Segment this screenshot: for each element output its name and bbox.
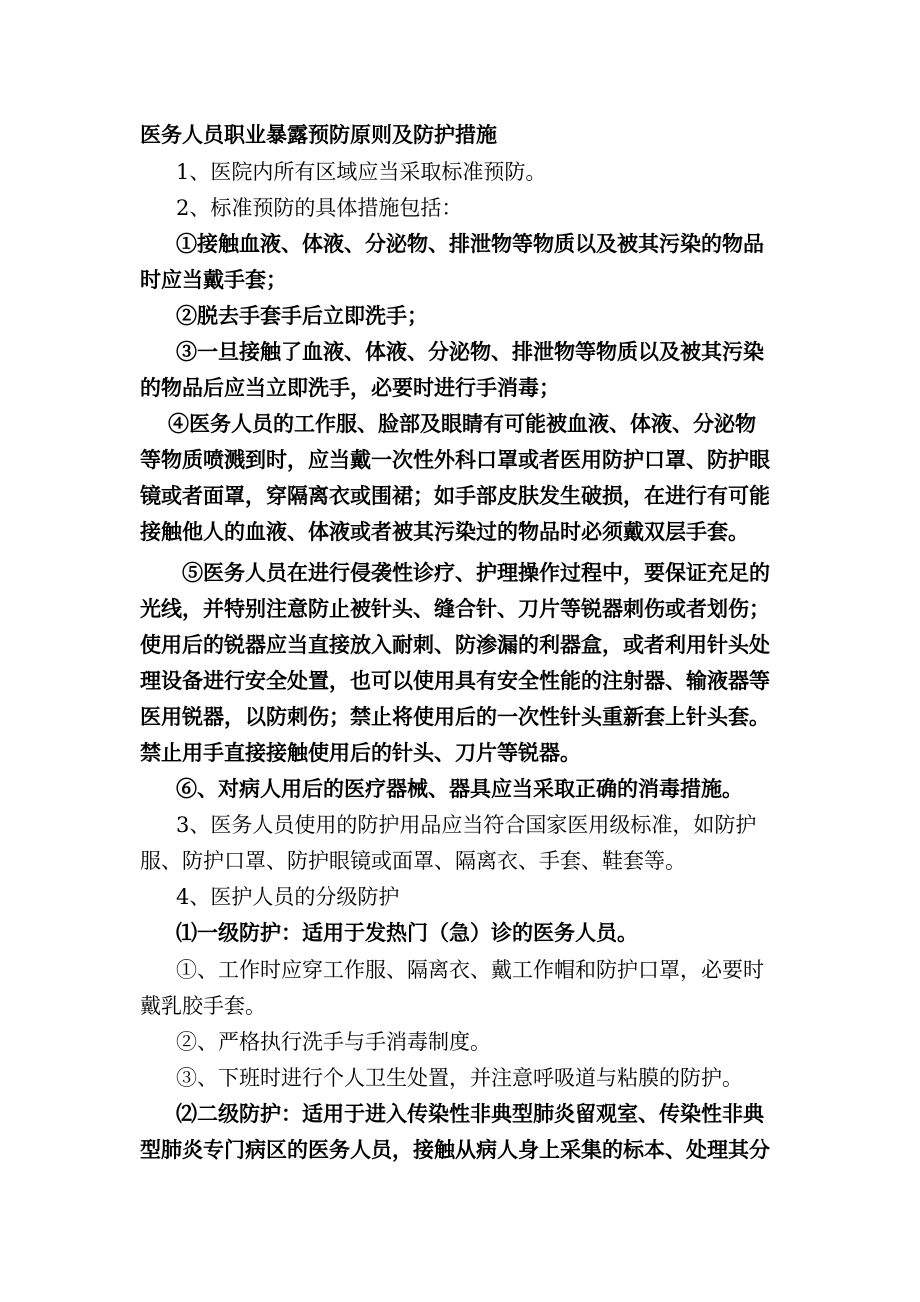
paragraph-line: 服、防护口罩、防护眼镜或面罩、隔离衣、手套、鞋套等。 — [140, 849, 686, 873]
paragraph-line: 的物品后应当立即洗手，必要时进行手消毒； — [140, 375, 560, 400]
paragraph-line: ①接触血液、体液、分泌物、排泄物等物质以及被其污染的物品 — [176, 231, 764, 256]
paragraph-line: 镜或者面罩，穿隔离衣或围裙；如手部皮肤发生破损，在进行有可能 — [140, 483, 770, 508]
paragraph-line: 医用锐器，以防刺伤；禁止将使用后的一次性针头重新套上针头套。 — [140, 704, 770, 729]
paragraph-line: ⑥、对病人用后的医疗器械、器具应当采取正确的消毒措施。 — [176, 776, 743, 801]
paragraph-line: 1、医院内所有区域应当采取标准预防。 — [176, 160, 547, 184]
paragraph-line: ③一旦接触了血液、体液、分泌物、排泄物等物质以及被其污染 — [176, 339, 764, 364]
paragraph-line: 接触他人的血液、体液或者被其污染过的物品时必须戴双层手套。 — [140, 519, 749, 544]
paragraph-line: ③、下班时进行个人卫生处置，并注意呼吸道与粘膜的防护。 — [176, 1066, 743, 1090]
paragraph-line: 3、医务人员使用的防护用品应当符合国家医用级标准，如防护 — [176, 813, 757, 837]
paragraph-line: 理设备进行安全处置，也可以使用具有安全性能的注射器、输液器等 — [140, 668, 770, 693]
paragraph-line: ④医务人员的工作服、脸部及眼睛有可能被血液、体液、分泌物 — [168, 411, 756, 436]
paragraph-line: 等物质喷溅到时，应当戴一次性外科口罩或者医用防护口罩、防护眼 — [140, 447, 770, 472]
paragraph-line: ⑵二级防护：适用于进入传染性非典型肺炎留观室、传染性非典 — [176, 1101, 764, 1126]
paragraph-line: 光线，并特别注意防止被针头、缝合针、刀片等锐器刺伤或者划伤； — [140, 596, 770, 621]
paragraph-line: 时应当戴手套； — [140, 267, 287, 292]
paragraph-line: 4、医护人员的分级防护 — [176, 885, 400, 909]
paragraph-line: ⑤医务人员在进行侵袭性诊疗、护理操作过程中，要保证充足的 — [182, 560, 770, 585]
paragraph-line: ⑴一级防护：适用于发热门（急）诊的医务人员。 — [176, 920, 638, 945]
paragraph-line: ②、严格执行洗手与手消毒制度。 — [176, 1030, 491, 1054]
paragraph-line: 2、标准预防的具体措施包括： — [176, 196, 463, 220]
paragraph-line: 型肺炎专门病区的医务人员，接触从病人身上采集的标本、处理其分 — [140, 1137, 770, 1162]
paragraph-line: 使用后的锐器应当直接放入耐刺、防渗漏的利器盒，或者利用针头处 — [140, 632, 770, 657]
paragraph-line: 禁止用手直接接触使用后的针头、刀片等锐器。 — [140, 740, 581, 765]
paragraph-line: ②脱去手套手后立即洗手； — [176, 303, 428, 328]
document-title: 医务人员职业暴露预防原则及防护措施 — [140, 122, 497, 147]
paragraph-line: 戴乳胶手套。 — [140, 994, 266, 1018]
paragraph-line: ①、工作时应穿工作服、隔离衣、戴工作帽和防护口罩，必要时 — [176, 958, 764, 982]
